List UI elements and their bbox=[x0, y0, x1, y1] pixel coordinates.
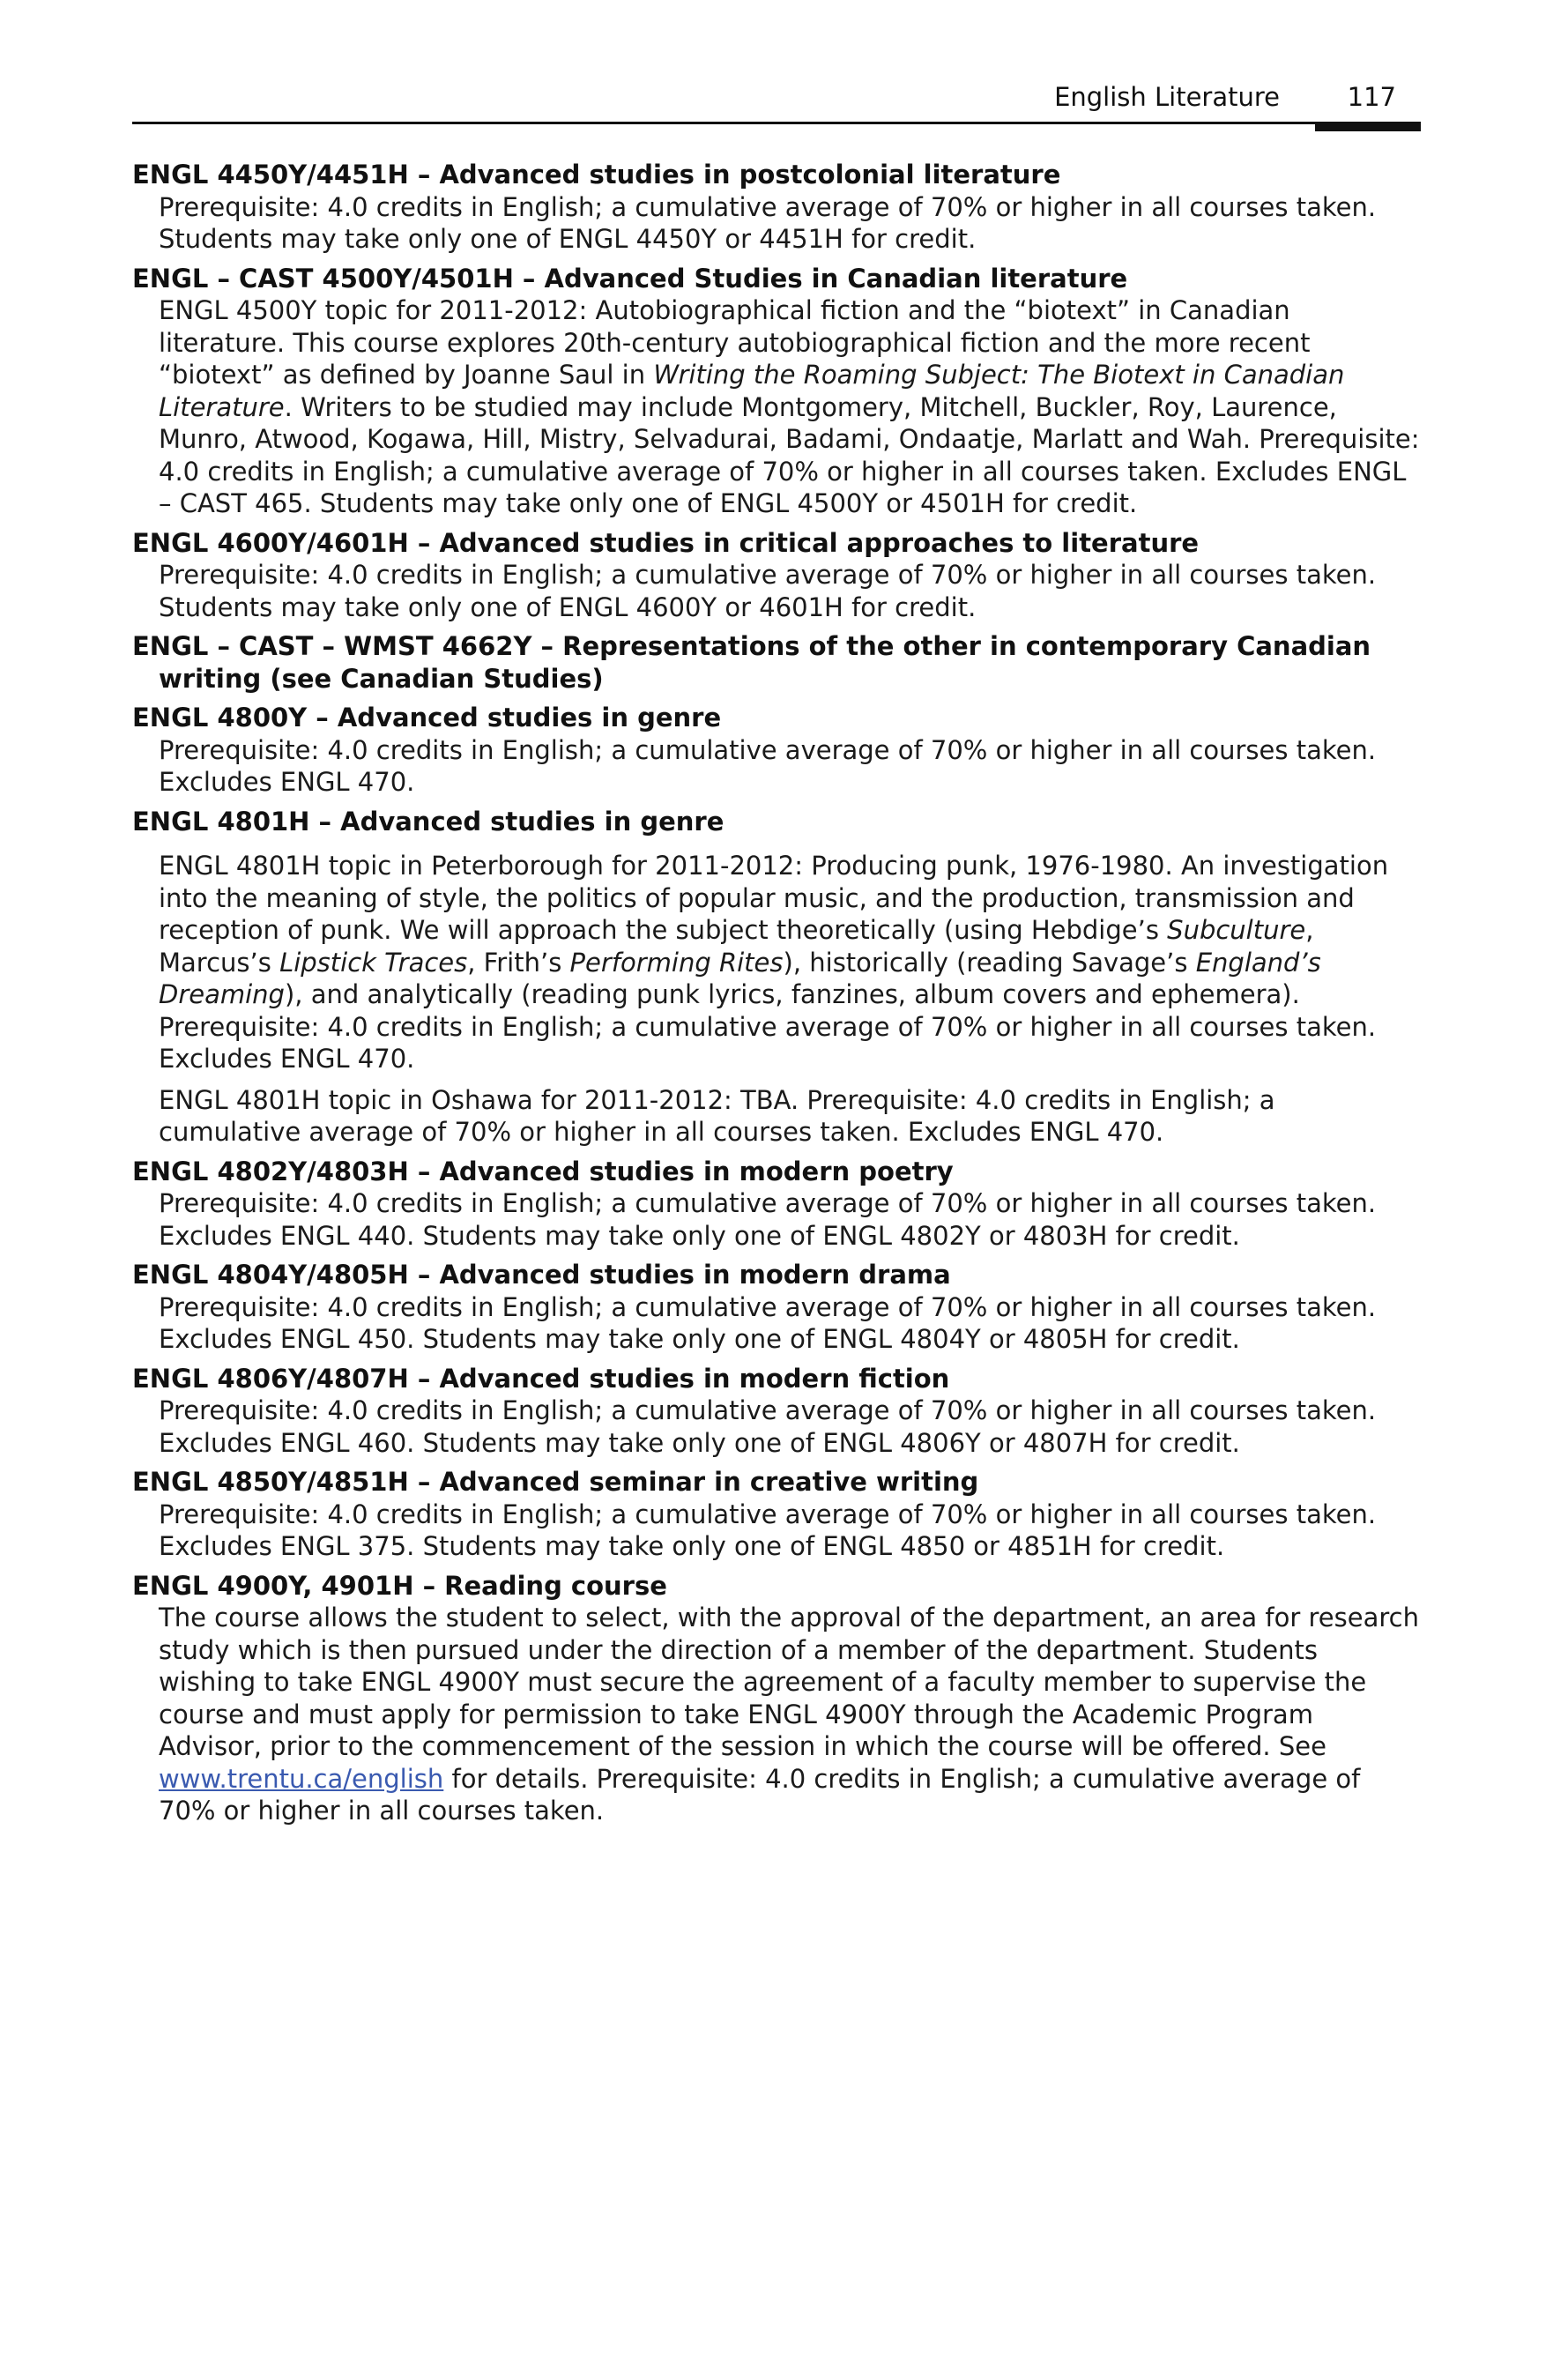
course-description bbox=[132, 294, 1421, 520]
course-list bbox=[132, 159, 1421, 1834]
header-section-title: English Literature bbox=[1054, 82, 1280, 112]
course-description bbox=[132, 1395, 1421, 1459]
course-entry bbox=[132, 527, 1421, 624]
text-run: The course allows the student to select, with the approval of the department, an area for research study which is then pursued under the direction of a member of the department. Students wishing to take ENGL 4900Y must secure the agreement of a faculty member to supervise the course and must apply for permission to take ENGL 4900Y through the Academic Program Advisor, prior to the commencement of the session in which the course will be offered. See bbox=[159, 1603, 1419, 1761]
course-description bbox=[132, 1602, 1421, 1827]
course-paragraph bbox=[159, 850, 1421, 1075]
book-title: Writing the Roaming Subject: The Biotext in Canadian Literature bbox=[159, 360, 1345, 422]
course-entry bbox=[132, 1466, 1421, 1563]
course-entry bbox=[132, 702, 1421, 799]
course-entry bbox=[132, 1156, 1421, 1253]
course-entry bbox=[132, 159, 1421, 256]
course-title: ENGL 4450Y/4451H – Advanced studies in postcolonial literature bbox=[132, 160, 1061, 190]
text-run: , Frith’s bbox=[467, 947, 570, 978]
course-entry bbox=[132, 630, 1421, 695]
course-entry bbox=[132, 1363, 1421, 1460]
course-entry bbox=[132, 1259, 1421, 1356]
course-description bbox=[132, 1499, 1421, 1563]
course-title: ENGL 4801H – Advanced studies in genre bbox=[132, 806, 724, 837]
book-title: Subculture bbox=[1167, 915, 1306, 945]
course-entry bbox=[132, 1570, 1421, 1827]
text-run: ), historically (reading Savage’s bbox=[783, 947, 1196, 978]
course-title: ENGL 4800Y – Advanced studies in genre bbox=[132, 703, 722, 733]
course-description bbox=[132, 559, 1421, 623]
course-title: ENGL 4600Y/4601H – Advanced studies in critical approaches to literature bbox=[132, 527, 1200, 558]
course-title: ENGL 4806Y/4807H – Advanced studies in modern fiction bbox=[132, 1363, 950, 1394]
course-description bbox=[132, 850, 1421, 1149]
book-title: England’s Dreaming bbox=[159, 947, 1321, 1009]
course-paragraph bbox=[159, 294, 1421, 520]
course-paragraph: Prerequisite: 4.0 credits in English; a cumulative average of 70% or higher in all courses taken. Excludes ENGL 450. Students may take only one of ENGL 4804Y or 4805H for credit. bbox=[159, 1291, 1377, 1354]
page-number: 117 bbox=[1347, 82, 1396, 112]
course-paragraph: Prerequisite: 4.0 credits in English; a cumulative average of 70% or higher in all courses taken. Students may take only one of ENGL 4600Y or 4601H for credit. bbox=[159, 560, 1377, 622]
running-header bbox=[132, 81, 1421, 134]
text-run: ENGL 4500Y topic for 2011-2012: Autobiographical fiction and the “biotext” in Canadian literature. This course explores 20th-century autobiographical fiction and the more recent “biotext” as defined by Joanne Saul in bbox=[159, 295, 1311, 390]
text-run: . Writers to be studied may include Montgomery, Mitchell, Buckler, Roy, Laurence, Munro, Atwood, Kogawa, Hill, Mistry, Selvadurai, Badami, Ondaatje, Marlatt and Wah. Prerequisite: 4.0 credits in English; a cumulative average of 70% or higher in all courses taken. Excludes ENGL – CAST 465. Students may take only one of ENGL 4500Y or 4501H for credit. bbox=[159, 391, 1420, 518]
course-paragraph bbox=[159, 1602, 1421, 1827]
course-title: ENGL 4802Y/4803H – Advanced studies in modern poetry bbox=[132, 1156, 954, 1186]
text-run: , Marcus’s bbox=[159, 915, 1314, 978]
course-title: ENGL 4850Y/4851H – Advanced seminar in creative writing bbox=[132, 1467, 979, 1497]
course-paragraph: ENGL 4801H topic in Oshawa for 2011-2012: TBA. Prerequisite: 4.0 credits in English; a cumulative average of 70% or higher in all courses taken. Excludes ENGL 470. bbox=[159, 1084, 1275, 1147]
course-title: ENGL 4804Y/4805H – Advanced studies in modern drama bbox=[132, 1260, 951, 1290]
book-title: Performing Rites bbox=[569, 947, 784, 978]
text-run: for details. Prerequisite: 4.0 credits in English; a cumulative average of 70% or higher in all courses taken. bbox=[159, 1763, 1361, 1826]
book-title: Lipstick Traces bbox=[279, 947, 468, 978]
header-tab-mark bbox=[1315, 122, 1421, 131]
course-description bbox=[132, 1291, 1421, 1356]
header-rule bbox=[132, 122, 1421, 124]
course-entry bbox=[132, 263, 1421, 520]
course-title: ENGL – CAST 4500Y/4501H – Advanced Studies in Canadian literature bbox=[132, 263, 1128, 294]
course-paragraph: Prerequisite: 4.0 credits in English; a cumulative average of 70% or higher in all courses taken. Students may take only one of ENGL 4450Y or 4451H for credit. bbox=[159, 191, 1377, 254]
course-paragraph: Prerequisite: 4.0 credits in English; a cumulative average of 70% or higher in all courses taken. Excludes ENGL 460. Students may take only one of ENGL 4806Y or 4807H for credit. bbox=[159, 1395, 1377, 1458]
course-description bbox=[132, 734, 1421, 799]
course-paragraph: Prerequisite: 4.0 credits in English; a cumulative average of 70% or higher in all courses taken. Excludes ENGL 375. Students may take only one of ENGL 4850 or 4851H for credit. bbox=[159, 1499, 1377, 1561]
text-run: ENGL 4801H topic in Peterborough for 2011-2012: Producing punk, 1976-1980. An investigation into the meaning of style, the politics of popular music, and the production, transmission and reception of punk. We will approach the subject theoretically (using Hebdige’s bbox=[159, 851, 1389, 945]
course-title: ENGL 4900Y, 4901H – Reading course bbox=[132, 1570, 667, 1601]
course-description bbox=[132, 1187, 1421, 1252]
course-paragraph: Prerequisite: 4.0 credits in English; a cumulative average of 70% or higher in all courses taken. Excludes ENGL 470. bbox=[159, 734, 1377, 797]
course-description bbox=[132, 191, 1421, 256]
course-paragraph: Prerequisite: 4.0 credits in English; a cumulative average of 70% or higher in all courses taken. Excludes ENGL 440. Students may take only one of ENGL 4802Y or 4803H for credit. bbox=[159, 1188, 1377, 1251]
course-title: ENGL – CAST – WMST 4662Y – Representations of the other in contemporary Canadian writing (see Canadian Studies) bbox=[132, 631, 1371, 694]
english-department-link[interactable]: www.trentu.ca/english bbox=[159, 1763, 444, 1794]
course-entry bbox=[132, 806, 1421, 1149]
text-run: ), and analytically (reading punk lyrics, fanzines, album covers and ephemera). Prerequisite: 4.0 credits in English; a cumulative average of 70% or higher in all courses taken. Excludes ENGL 470. bbox=[159, 979, 1377, 1074]
